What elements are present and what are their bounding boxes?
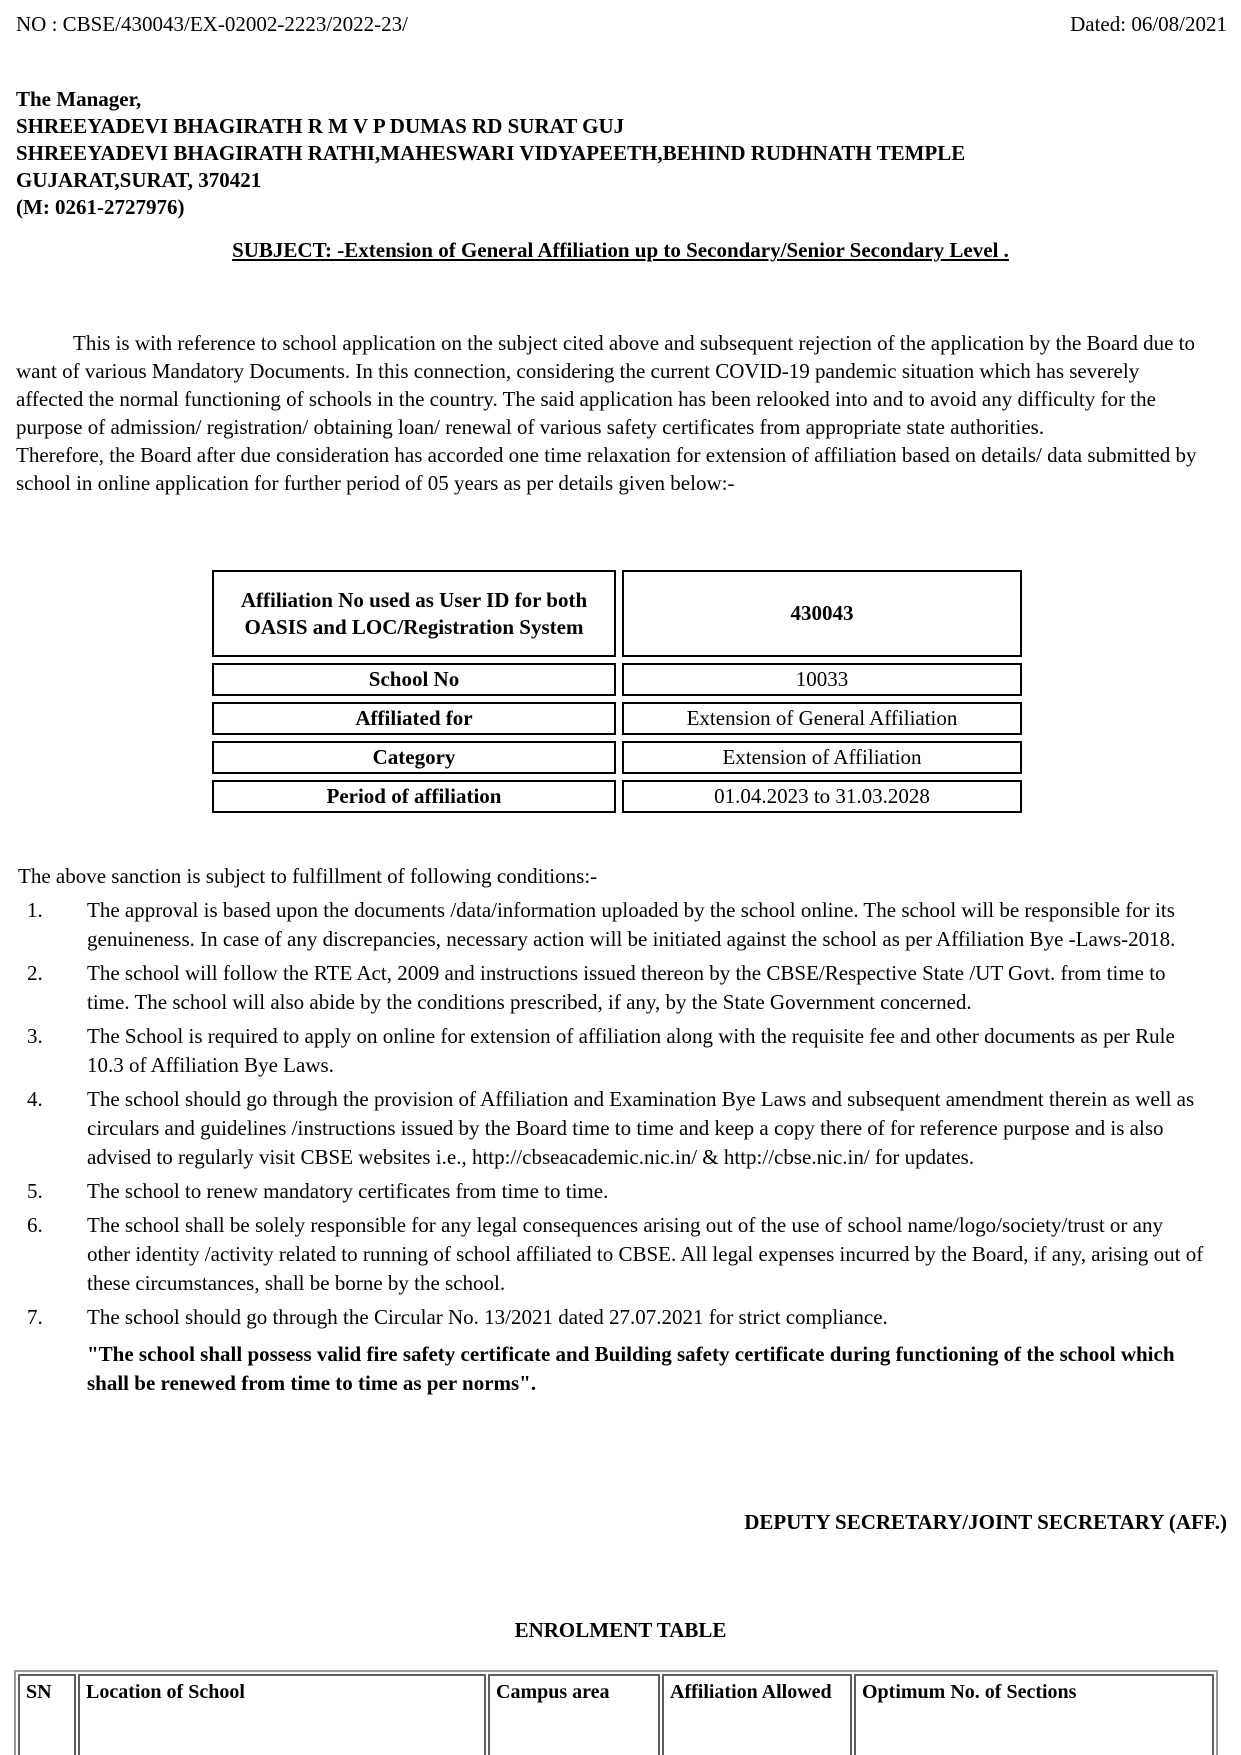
item-text: The school should go through the provision of Affiliation and Examination Bye Laws and subsequent amendment therein as well as circulars and guidelines /instructions issued by the Board time to time and keep a copy there of for reference purpose and is also advised to regularly visit CBSE websites i.e., http://cbseacademic.nic.in/ & http://cbse.nic.in/ for updates. [87, 1087, 1195, 1169]
item-number: 4. [27, 1087, 43, 1111]
item-text: The school to renew mandatory certificates from time to time. [87, 1179, 609, 1203]
list-item [18, 1211, 1210, 1298]
list-item [18, 1303, 1210, 1332]
list-item [18, 1022, 1210, 1080]
subject-text: SUBJECT: -Extension of General Affiliation up to Secondary/Senior Secondary Level . [232, 238, 1009, 262]
detail-value: 01.04.2023 to 31.03.2028 [622, 780, 1022, 813]
subject-line [0, 238, 1241, 263]
enrolment-table [14, 1670, 1218, 1755]
item-text: The School is required to apply on online for extension of affiliation along with the requisite fee and other documents as per Rule 10.3 of Affiliation Bye Laws. [87, 1024, 1175, 1077]
table-row [212, 780, 1022, 813]
item-number: 3. [27, 1024, 43, 1048]
fire-safety-note: "The school shall possess valid fire safety certificate and Building safety certificate during functioning of the school which shall be renewed from time to time as per norms". [87, 1342, 1175, 1395]
recipient-address [16, 86, 1201, 221]
column-header-campus-area: Campus area [488, 1674, 660, 1755]
detail-label: Affiliated for [212, 702, 616, 735]
signature-designation: DEPUTY SECRETARY/JOINT SECRETARY (AFF.) [744, 1510, 1227, 1534]
body-paragraphs [16, 329, 1208, 497]
item-text: The school will follow the RTE Act, 2009 and instructions issued thereon by the CBSE/Respective State /UT Govt. from time to time. The school will also abide by the conditions prescribed, if any, by the State Government concerned. [87, 961, 1166, 1014]
reference-row [16, 12, 1227, 37]
detail-label: Affiliation No used as User ID for both OASIS and LOC/Registration System [212, 570, 616, 657]
item-number: 1. [27, 898, 43, 922]
item-text: The approval is based upon the documents /data/information uploaded by the school online. The school will be responsible for its genuineness. In case of any discrepancies, necessary action will be initiated against the school as per Affiliation Bye -Laws-2018. [87, 898, 1176, 951]
column-header-affiliation-allowed: Affiliation Allowed [662, 1674, 852, 1755]
detail-label: School No [212, 663, 616, 696]
affiliation-details-table [206, 564, 1028, 819]
column-header-optimum-sections: Optimum No. of Sections [854, 1674, 1214, 1755]
letter-date: Dated: 06/08/2021 [1070, 12, 1227, 36]
detail-value: 10033 [622, 663, 1022, 696]
recipient-salutation: The Manager, [16, 87, 142, 111]
list-item [18, 896, 1210, 954]
column-header-location: Location of School [78, 1674, 486, 1755]
item-number: 7. [27, 1305, 43, 1329]
conditions-intro: The above sanction is subject to fulfillment of following conditions:- [18, 864, 598, 888]
list-item [18, 1177, 1210, 1206]
detail-label: Period of affiliation [212, 780, 616, 813]
item-number: 6. [27, 1213, 43, 1237]
list-item [18, 959, 1210, 1017]
item-text: The school should go through the Circular No. 13/2021 dated 27.07.2021 for strict compliance. [87, 1305, 888, 1329]
enrolment-header-row [18, 1674, 1214, 1755]
list-item [18, 1085, 1210, 1172]
recipient-phone: (M: 0261-2727976) [16, 195, 185, 219]
detail-value: 430043 [622, 570, 1022, 657]
paragraph-therefore: Therefore, the Board after due consideration has accorded one time relaxation for extension of affiliation based on details/ data submitted by school in online application for further period of 05 years as per details given below:- [16, 443, 1197, 495]
table-row [212, 702, 1022, 735]
detail-label: Category [212, 741, 616, 774]
conditions-list [18, 896, 1210, 1398]
table-row [212, 570, 1022, 657]
recipient-line-1: SHREEYADEVI BHAGIRATH R M V P DUMAS RD SURAT GUJ [16, 114, 625, 138]
enrolment-table-title: ENROLMENT TABLE [514, 1618, 727, 1642]
detail-value: Extension of Affiliation [622, 741, 1022, 774]
table-row [212, 741, 1022, 774]
column-header-sn: SN [18, 1674, 76, 1755]
paragraph-reference: This is with reference to school application on the subject cited above and subsequent rejection of the application by the Board due to want of various Mandatory Documents. In this connection, considering the current COVID-19 pandemic situation which has severely affected the normal functioning of schools in the country. The said application has been relooked into and to avoid any difficulty for the purpose of admission/ registration/ obtaining loan/ renewal of various safety certificates from appropriate state authorities. [16, 331, 1195, 439]
recipient-line-3: GUJARAT,SURAT, 370421 [16, 168, 262, 192]
recipient-line-2: SHREEYADEVI BHAGIRATH RATHI,MAHESWARI VIDYAPEETH,BEHIND RUDHNATH TEMPLE [16, 141, 966, 165]
detail-value: Extension of General Affiliation [622, 702, 1022, 735]
item-number: 5. [27, 1179, 43, 1203]
table-row [212, 663, 1022, 696]
item-number: 2. [27, 961, 43, 985]
item-text: The school shall be solely responsible for any legal consequences arising out of the use of school name/logo/society/trust or any other identity /activity related to running of school affiliated to CBSE. All legal expenses incurred by the Board, if any, arising out of these circumstances, shall be borne by the school. [87, 1213, 1204, 1295]
reference-number: NO : CBSE/430043/EX-02002-2223/2022-23/ [16, 12, 408, 36]
